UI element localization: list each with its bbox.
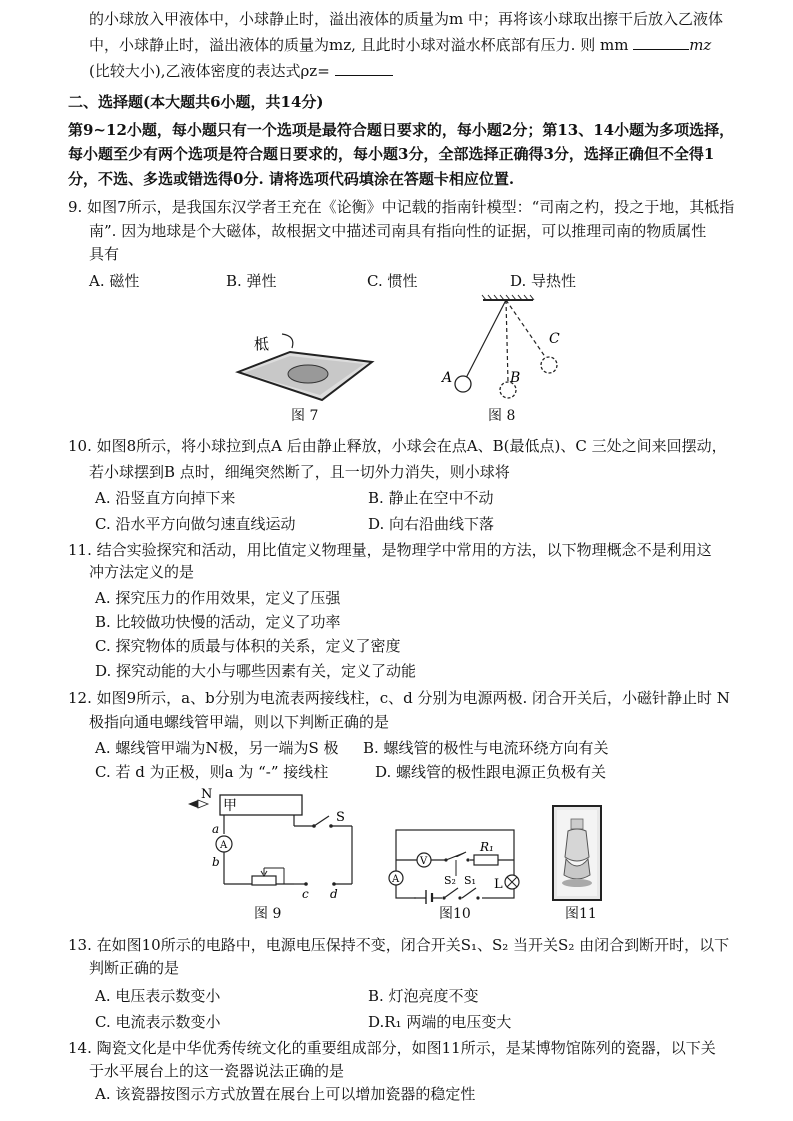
q11-option-d[interactable]: D. 探究动能的大小与哪些因素有关，定义了动能 [95, 662, 417, 680]
figure-11-porcelain-photo [552, 805, 602, 901]
q9-line-3: 具有 [89, 245, 120, 263]
fig10-l: L [494, 877, 503, 892]
fig9-label-b: b [212, 855, 220, 869]
answer-blank[interactable] [335, 61, 393, 76]
compass-needle-icon [188, 800, 198, 808]
q9-option-a[interactable]: A. 磁性 [89, 272, 140, 290]
fig10-r1: R₁ [480, 840, 494, 854]
fig9-label-jia: 甲 [223, 798, 237, 814]
q10-option-c[interactable]: C. 沿水平方向做匀速直线运动 [95, 515, 296, 533]
section-instruction-2: 每小题至少有两个选项是符合题日要求的，每小题3分，全部选择正确得3分，选择正确但不全得1 [68, 145, 715, 163]
q13-option-c[interactable]: C. 电流表示数变小 [95, 1013, 221, 1031]
section-title: 二、选择题(本大题共6小题，共14分) [68, 93, 324, 111]
q12-line-2: 极指向通电螺线管甲端，则以下判断正确的是 [89, 713, 390, 731]
q12-option-d[interactable]: D. 螺线管的极性跟电源正负极有关 [375, 763, 607, 781]
resistor-r1-icon [474, 855, 498, 865]
q13-line-2: 判断正确的是 [89, 959, 180, 977]
q9-line-1: 9. 如图7所示，是我国东汉学者王充在《论衡》中记载的指南针模型：“司南之杓，投之于地，其柢指 [68, 198, 735, 216]
q10-line-2: 若小球摆到B 点时，细绳突然断了，且一切外力消失，则小球将 [89, 463, 510, 481]
q13-option-b[interactable]: B. 灯泡亮度不变 [368, 987, 479, 1005]
q9-line-2: 南”. 因为地球是个大磁体，故根据文中描述司南具有指向性的证据，可以推理司南的物质属性 [89, 222, 707, 240]
figure-7-sinan [230, 330, 380, 405]
fig11-caption: 图11 [565, 906, 597, 922]
fig10-ammeter: A [392, 874, 400, 885]
q10-line-1: 10. 如图8所示，将小球拉到点A 后由静止释放，小球会在点A、B(最低点)、C 三处之间来回摆动， [68, 437, 727, 455]
q10-option-d[interactable]: D. 向右沿曲线下落 [368, 515, 495, 533]
fig9-caption: 图 9 [254, 906, 282, 922]
q14-option-a[interactable]: A. 该瓷器按图示方式放置在展台上可以增加瓷器的稳定性 [95, 1085, 476, 1103]
fig9-label-s: S [336, 810, 345, 825]
figure-9-solenoid-circuit [184, 786, 364, 904]
q12-option-c[interactable]: C. 若 d 为正极，则a 为 “-” 接线柱 [95, 763, 329, 781]
fig8-label-a: A [442, 370, 453, 386]
q11-option-c[interactable]: C. 探究物体的质最与体积的关系，定义了密度 [95, 637, 401, 655]
fig8-label-b: B [510, 370, 521, 386]
q9-option-c[interactable]: C. 惯性 [367, 272, 418, 290]
figure-8-pendulum [438, 294, 568, 406]
q10-option-b[interactable]: B. 静止在空中不动 [368, 489, 494, 507]
q11-line-2: 冲方法定义的是 [89, 563, 195, 581]
fig8-label-c: C [549, 331, 560, 347]
intro-line-1: 的小球放入甲液体中，小球静止时，溢出液体的质量为m 中；再将该小球取出擦干后放入乙液体 [89, 10, 723, 28]
q11-line-1: 11. 结合实验探究和活动，用比值定义物理量，是物理学中常用的方法，以下物理概念不是利用这 [68, 541, 712, 559]
figure-10-circuit [384, 826, 528, 904]
section-instruction-3: 分，不选、多选或错选得0分. 请将选项代码填涂在答题卡相应位置. [68, 170, 515, 188]
q12-option-b[interactable]: B. 螺线管的极性与电流环绕方向有关 [363, 739, 609, 757]
fig9-label-c: c [302, 887, 309, 901]
q11-option-b[interactable]: B. 比较做功快慢的活动，定义了功率 [95, 613, 341, 631]
fig9-label-d: d [330, 887, 338, 901]
fig9-label-a: a [212, 822, 220, 836]
rheostat-icon [252, 876, 276, 885]
fig9-ammeter-label: A [220, 840, 228, 851]
fig8-caption: 图 8 [488, 408, 516, 424]
q12-line-1: 12. 如图9所示，a、b分别为电流表两接线柱，c、d 分别为电源两极. 闭合开关后，小磁针静止时 N [68, 689, 730, 707]
answer-blank[interactable] [633, 35, 689, 50]
q13-option-a[interactable]: A. 电压表示数变小 [95, 987, 221, 1005]
intro-line-2: 中，小球静止时，溢出液体的质量为mz, 且此时小球对溢水杯底部有压力. 则 mm mz [89, 36, 712, 54]
fig10-s1: S₁ [464, 874, 476, 887]
q14-line-1: 14. 陶瓷文化是中华优秀传统文化的重要组成部分，如图11所示，是某博物馆陈列的瓷器，以下关 [68, 1039, 716, 1057]
fig7-caption: 图 7 [291, 408, 319, 424]
q10-option-a[interactable]: A. 沿竖直方向掉下来 [95, 489, 236, 507]
fig10-s2: S₂ [444, 874, 456, 887]
q9-option-d[interactable]: D. 导热性 [510, 272, 577, 290]
fig7-label: 柢 [254, 335, 270, 353]
fig9-label-n: N [201, 787, 213, 802]
q14-line-2: 于水平展台上的这一瓷器说法正确的是 [89, 1062, 345, 1080]
q11-option-a[interactable]: A. 探究压力的作用效果，定义了压强 [95, 589, 341, 607]
fig10-caption: 图10 [439, 906, 471, 922]
intro-line-3: (比较大小),乙液体密度的表达式ρz= [89, 61, 393, 81]
q13-option-d[interactable]: D.R₁ 两端的电压变大 [368, 1013, 512, 1031]
fig10-voltmeter: V [420, 856, 428, 867]
q12-option-a[interactable]: A. 螺线管甲端为N极，另一端为S 极 [95, 739, 339, 757]
section-instruction-1: 第9~12小题，每小题只有一个选项是最符合题日要求的，每小题2分；第13、14小题为多项选择， [68, 121, 735, 139]
q9-option-b[interactable]: B. 弹性 [226, 272, 277, 290]
q13-line-1: 13. 在如图10所示的电路中，电源电压保持不变，闭合开关S₁、S₂ 当开关S₂ 由闭合到断开时，以下 [68, 936, 730, 954]
